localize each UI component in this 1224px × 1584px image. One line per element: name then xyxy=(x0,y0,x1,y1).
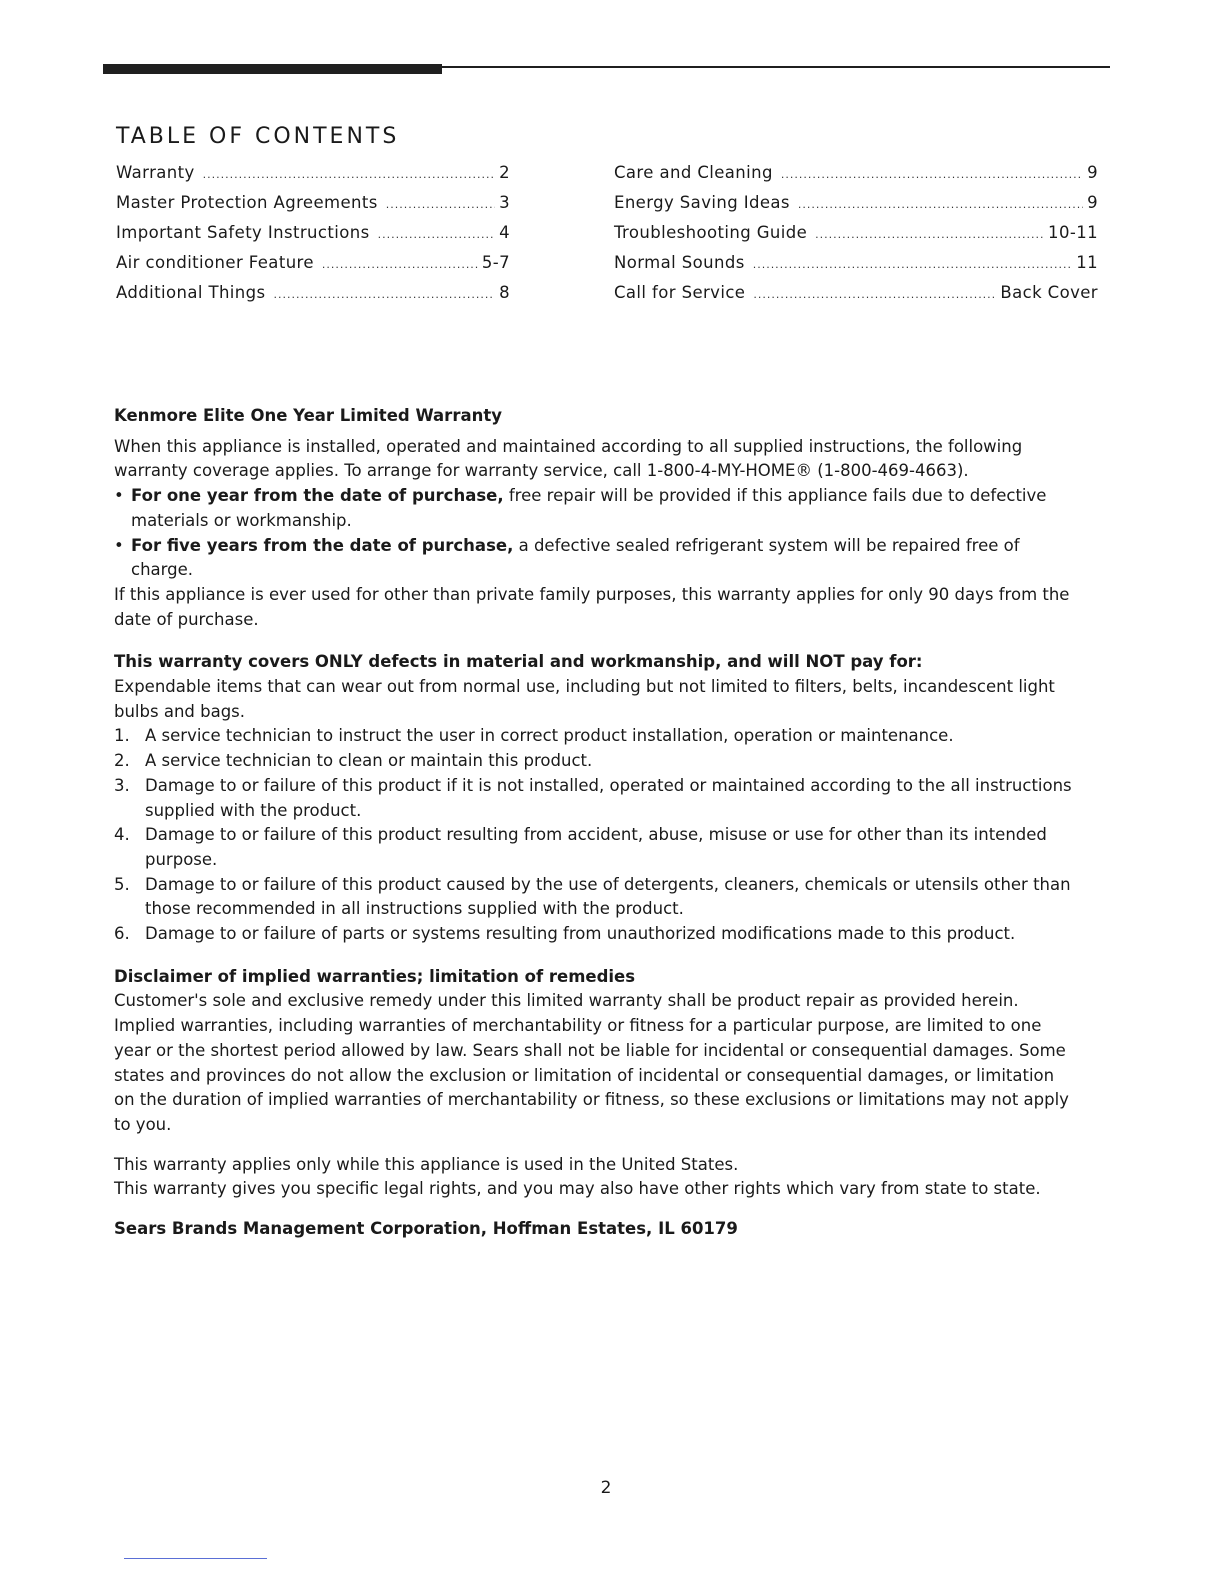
warranty-heading: Kenmore Elite One Year Limited Warranty xyxy=(114,406,502,425)
toc-entry-page: 8 xyxy=(499,283,510,302)
toc-entry-label: Master Protection Agreements xyxy=(116,193,378,212)
bullet-icon: • xyxy=(114,535,124,555)
toc-entry-page: Back Cover xyxy=(1000,283,1098,302)
toc-left-column xyxy=(116,163,510,313)
rights-line: This warranty gives you specific legal rights, and you may also have other rights which vary from state to state. xyxy=(114,1179,1041,1199)
company-line: Sears Brands Management Corporation, Hoffman Estates, IL 60179 xyxy=(114,1219,738,1239)
toc-entry[interactable] xyxy=(614,223,1098,253)
item-number: 1. xyxy=(114,726,130,746)
item-text: Damage to or failure of this product resulting from accident, abuse, misuse or use for other than its intended purpose. xyxy=(145,825,1047,869)
toc-entry-label: Normal Sounds xyxy=(614,253,745,272)
coverage-item xyxy=(114,749,1074,774)
toc-leader xyxy=(753,288,996,301)
toc-entry[interactable] xyxy=(116,253,510,283)
disclaimer-heading: Disclaimer of implied warranties; limitation of remedies xyxy=(114,966,636,986)
toc-entry-label: Call for Service xyxy=(614,283,746,302)
toc-leader xyxy=(753,258,1073,271)
toc-entry[interactable] xyxy=(116,193,510,223)
coverage-item xyxy=(114,774,1074,823)
item-text: Damage to or failure of this product caused by the use of detergents, cleaners, chemicals or utensils other than those recommended in all instructions supplied with the product. xyxy=(145,874,1071,919)
item-number: 3. xyxy=(114,775,130,795)
bullet-lead: For five years from the date of purchase, xyxy=(131,535,514,555)
toc-entry-page: 4 xyxy=(499,223,510,242)
toc-leader xyxy=(815,228,1044,241)
item-number: 2. xyxy=(114,751,130,771)
bullet-lead: For one year from the date of purchase, xyxy=(131,486,504,506)
item-text: A service technician to clean or maintain this product. xyxy=(145,751,593,771)
warranty-intro: When this appliance is installed, operated and maintained according to all supplied instructions, the following warranty coverage applies. To arrange for warranty service, call 1-800-4-MY-HOME® (1-800-469-4663). xyxy=(114,436,1023,481)
item-number: 5. xyxy=(114,874,130,894)
coverage-heading: This warranty covers ONLY defects in material and workmanship, and will NOT pay for: xyxy=(114,652,923,672)
toc-entry-label: Additional Things xyxy=(116,283,266,302)
item-number: 4. xyxy=(114,825,130,845)
toc-leader xyxy=(798,198,1083,211)
toc-leader xyxy=(781,168,1083,181)
coverage-item xyxy=(114,724,1074,749)
toc-entry[interactable] xyxy=(116,223,510,253)
disclaimer-text: Customer's sole and exclusive remedy under this limited warranty shall be product repair as provided herein. Implied warranties, including warranties of merchantability or fitness for a particular purpose, are limited to one year or the shortest period allowed by law. Sears shall not be liable for incidental or consequential damages. Some states and provinces do not allow the exclusion or limitation of incidental or consequential damages, or limitation on the duration of implied warranties of merchantability or fitness, so these exclusions or limitations may not apply to you. xyxy=(114,991,1069,1134)
header-rule-accent xyxy=(103,64,442,74)
bullet-icon: • xyxy=(114,486,124,506)
toc-entry-label: Warranty xyxy=(116,163,195,182)
bullet-text: free repair will be provided if this appliance fails due to defective materials or workmanship. xyxy=(131,486,1047,530)
toc-entry-label: Troubleshooting Guide xyxy=(614,223,808,242)
toc-entry[interactable] xyxy=(116,163,510,193)
coverage-intro: Expendable items that can wear out from normal use, including but not limited to filters, belts, incandescent light bulbs and bags. xyxy=(114,677,1055,721)
coverage-item xyxy=(114,823,1074,872)
toc-entry[interactable] xyxy=(614,193,1098,223)
coverage-item xyxy=(114,873,1074,922)
item-number: 6. xyxy=(114,924,130,944)
toc-entry[interactable] xyxy=(116,283,510,313)
toc-entry-page: 3 xyxy=(499,193,510,212)
toc-leader xyxy=(322,258,478,271)
toc-entry-label: Care and Cleaning xyxy=(614,163,773,182)
toc-entry-page: 9 xyxy=(1087,193,1098,212)
page-number: 2 xyxy=(600,1478,612,1498)
toc-leader xyxy=(274,288,496,301)
warranty-content xyxy=(114,404,1074,1242)
toc-entry[interactable] xyxy=(614,253,1098,283)
warranty-bullet xyxy=(114,484,1074,533)
item-text: Damage to or failure of parts or systems resulting from unauthorized modifications made to this product. xyxy=(145,924,1016,944)
applies-line: This warranty applies only while this appliance is used in the United States. xyxy=(114,1154,739,1174)
footer-link-line xyxy=(124,1558,267,1559)
toc-right-column xyxy=(614,163,1098,313)
toc-leader xyxy=(203,168,495,181)
toc-entry[interactable] xyxy=(614,163,1098,193)
toc-title: TABLE OF CONTENTS xyxy=(116,124,400,149)
toc-entry-page: 10-11 xyxy=(1048,223,1098,242)
toc-entry-page: 9 xyxy=(1087,163,1098,182)
toc-entry-label: Important Safety Instructions xyxy=(116,223,370,242)
coverage-item xyxy=(114,922,1074,947)
item-text: Damage to or failure of this product if it is not installed, operated or maintained according to the all instructions supplied with the product. xyxy=(145,775,1072,820)
toc-leader xyxy=(378,228,496,241)
toc-entry-label: Air conditioner Feature xyxy=(116,253,314,272)
bullet-text: a defective sealed refrigerant system will be repaired free of charge. xyxy=(131,535,1020,580)
warranty-bullet xyxy=(114,534,1074,583)
toc-leader xyxy=(386,198,495,211)
toc-entry[interactable] xyxy=(614,283,1098,313)
toc-entry-page: 5-7 xyxy=(481,253,510,272)
warranty-note: If this appliance is ever used for other than private family purposes, this warranty applies for only 90 days from the date of purchase. xyxy=(114,584,1070,629)
toc-entry-label: Energy Saving Ideas xyxy=(614,193,790,212)
item-text: A service technician to instruct the user in correct product installation, operation or maintenance. xyxy=(145,726,954,746)
toc-entry-page: 2 xyxy=(499,163,510,182)
toc-entry-page: 11 xyxy=(1076,253,1098,272)
